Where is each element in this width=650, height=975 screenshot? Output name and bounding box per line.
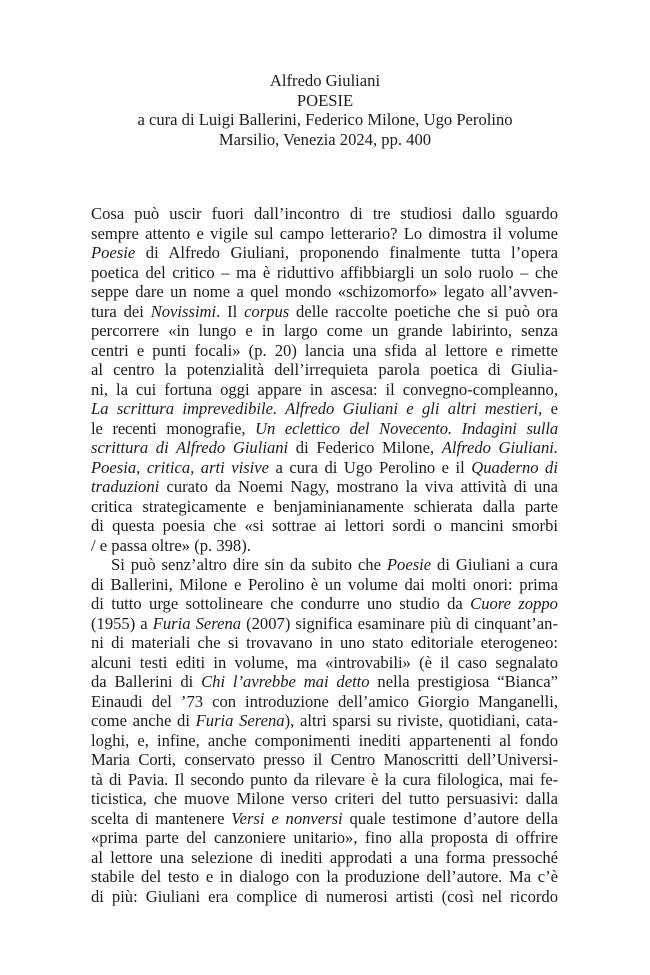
italic-text: corpus: [244, 301, 290, 321]
text-run: Maria Corti, conservato presso il Centro Manoscritti dell’Universi-: [91, 750, 558, 769]
italic-text: Poesie: [91, 243, 136, 262]
text-run: critica strategicamente e benjaminianamente schierata dalla parte: [91, 496, 558, 516]
text-run: alcuni testi editi in volume, ma «introvabili» (è il caso segnalato: [91, 652, 558, 672]
text-line: [91, 263, 558, 283]
text-line: [91, 828, 558, 848]
book-publisher: Marsilio, Venezia 2024, pp. 400: [218, 129, 432, 149]
text-run: percorrere «in lungo e in largo come un grande labirinto, senza: [91, 321, 558, 340]
text-line: [91, 516, 558, 536]
book-author: Alfredo Giuliani: [269, 71, 381, 90]
text-line: [91, 419, 558, 439]
book-editors: a cura di Luigi Ballerini, Federico Milone, Ugo Perolino: [137, 110, 513, 130]
text-run: sempre attento e vigile sul campo letterario? Lo dimostra il volume: [91, 223, 558, 243]
text-line: [91, 653, 558, 673]
text-line: [91, 614, 558, 634]
text-line: [91, 692, 558, 712]
text-run: curato da Noemi Nagy, mostrano la viva attività di una: [159, 477, 558, 496]
text-run: al centro la potenzialità dell’irrequieta parola poetica di Giulia-: [91, 360, 558, 379]
italic-text: Alfredo Giuliani.: [441, 438, 559, 457]
text-line: [91, 672, 558, 692]
text-run: ticistica, che muove Milone verso criteri del tutto persuasivi: dalla: [91, 789, 558, 808]
text-run: nella prestigiosa “Bianca”: [369, 672, 559, 691]
text-line: [91, 887, 558, 907]
text-run: «prima parte del canzoniere unitario», fino alla proposta di offrire: [91, 828, 558, 847]
text-run: tura dei: [91, 301, 151, 321]
text-run: ni di materiali che si trovavano in uno stato editoriale eterogeneo:: [91, 633, 558, 652]
text-run: delle raccolte poetiche che si può ora: [289, 301, 558, 321]
text-run: ni, la cui fortuna oggi appare in ascesa: il convegno-compleanno,: [91, 379, 558, 399]
text-line: [91, 731, 558, 751]
text-run: di questa poesia che «si sottrae ai lettori sordi o mancini smorbi: [91, 516, 558, 535]
text-line: [91, 867, 558, 887]
text-run: loghi, e, infine, anche componimenti inediti appartenenti al fondo: [91, 730, 558, 750]
italic-text: Quaderno di: [471, 457, 558, 477]
text-line: [91, 633, 558, 653]
italic-text: Un eclettico del Novecento. Indagini sulla: [255, 418, 558, 438]
text-line: [91, 848, 558, 868]
text-run: di più: Giuliani era complice di numerosi artisti (così nel ricordo: [91, 886, 558, 906]
text-line: [91, 536, 558, 556]
text-line: [91, 282, 558, 302]
text-line: [91, 204, 558, 224]
italic-text: scrittura di Alfredo Giuliani: [91, 438, 289, 457]
text-run: seppe dare un nome a quel mondo «schizomorfo» legato all’avven-: [91, 282, 558, 301]
text-line: [91, 302, 558, 322]
text-run: poetica del critico – ma è riduttivo affibbiargli un solo ruolo – che: [91, 262, 558, 282]
text-run: Si può senz’altro dire sin da subito che: [111, 555, 387, 574]
text-line: [91, 477, 558, 497]
text-run: di Alfredo Giuliani, proponendo finalmente tutta l’opera: [135, 243, 558, 262]
text-line: [91, 789, 558, 809]
text-run: . Il: [216, 301, 245, 321]
text-run: le recenti monografie,: [91, 418, 256, 438]
text-run: da Ballerini di: [91, 672, 202, 691]
text-line: [91, 809, 558, 829]
text-run: tà di Pavia. Il secondo punto da rilevare è la cura filologica, mai fe-: [91, 769, 558, 789]
text-line: [91, 399, 558, 419]
text-line: [91, 243, 558, 263]
text-run: (2007) significa esaminare più di cinquant’an-: [241, 613, 558, 633]
text-run: Einaudi del ’73 con introduzione dell’amico Giorgio Manganelli,: [91, 691, 558, 711]
text-run: di tutto urge sottolineare che condurre uno studio da: [91, 594, 471, 613]
text-run: al lettore una selezione di inediti approdati a una forma pressoché: [91, 847, 558, 867]
text-line: [91, 438, 558, 458]
review-header: [0, 71, 650, 149]
text-run: (1955) a: [91, 613, 153, 633]
text-run: di Federico Milone,: [288, 438, 442, 457]
text-line: [91, 380, 558, 400]
text-line: [91, 458, 558, 478]
text-run: e: [542, 399, 559, 418]
text-line: [91, 555, 558, 575]
text-run: centri e punti focali» (p. 20) lancia una sfida al lettore e rimette: [91, 340, 558, 360]
text-run: di Giuliani a cura: [431, 555, 558, 574]
text-line: [91, 711, 558, 731]
italic-text: Furia Serena: [152, 613, 242, 633]
text-line: [91, 224, 558, 244]
text-run: ), altri sparsi su riviste, quotidiani, cata-: [284, 711, 558, 730]
text-run: scelta di mantenere: [91, 808, 232, 828]
text-run: di Ballerini, Milone e Perolino è un volume dai molti onori: prima: [91, 574, 558, 594]
text-run: / e passa oltre» (p. 398).: [91, 535, 251, 555]
text-line: [91, 750, 558, 770]
italic-text: Poesia, critica, arti visive: [91, 457, 270, 477]
italic-text: Poesie: [386, 555, 432, 574]
text-run: come anche di: [91, 711, 196, 730]
text-line: [91, 497, 558, 517]
text-line: [91, 341, 558, 361]
text-run: a cura di Ugo Perolino e il: [269, 457, 472, 477]
book-title: POESIE: [296, 90, 354, 110]
italic-text: La scrittura imprevedibile. Alfredo Giuliani e gli altri mestieri,: [91, 399, 543, 418]
italic-text: Cuore zoppo: [470, 594, 558, 613]
italic-text: Versi e nonversi: [231, 808, 343, 828]
text-line: [91, 360, 558, 380]
italic-text: traduzioni: [91, 477, 160, 496]
text-line: [91, 575, 558, 595]
text-line: [91, 770, 558, 790]
text-line: [91, 594, 558, 614]
text-line: [91, 321, 558, 341]
italic-text: Chi l’avrebbe mai detto: [201, 672, 370, 691]
text-run: quale testimone d’autore della: [342, 808, 558, 828]
review-body: [91, 204, 558, 906]
italic-text: Novissimi: [150, 301, 217, 321]
text-run: stabile del testo e in dialogo con la produzione dell’autore. Ma c’è: [91, 867, 558, 886]
text-run: Cosa può uscir fuori dall’incontro di tre studiosi dallo sguardo: [91, 204, 558, 223]
italic-text: Furia Serena: [195, 711, 285, 730]
